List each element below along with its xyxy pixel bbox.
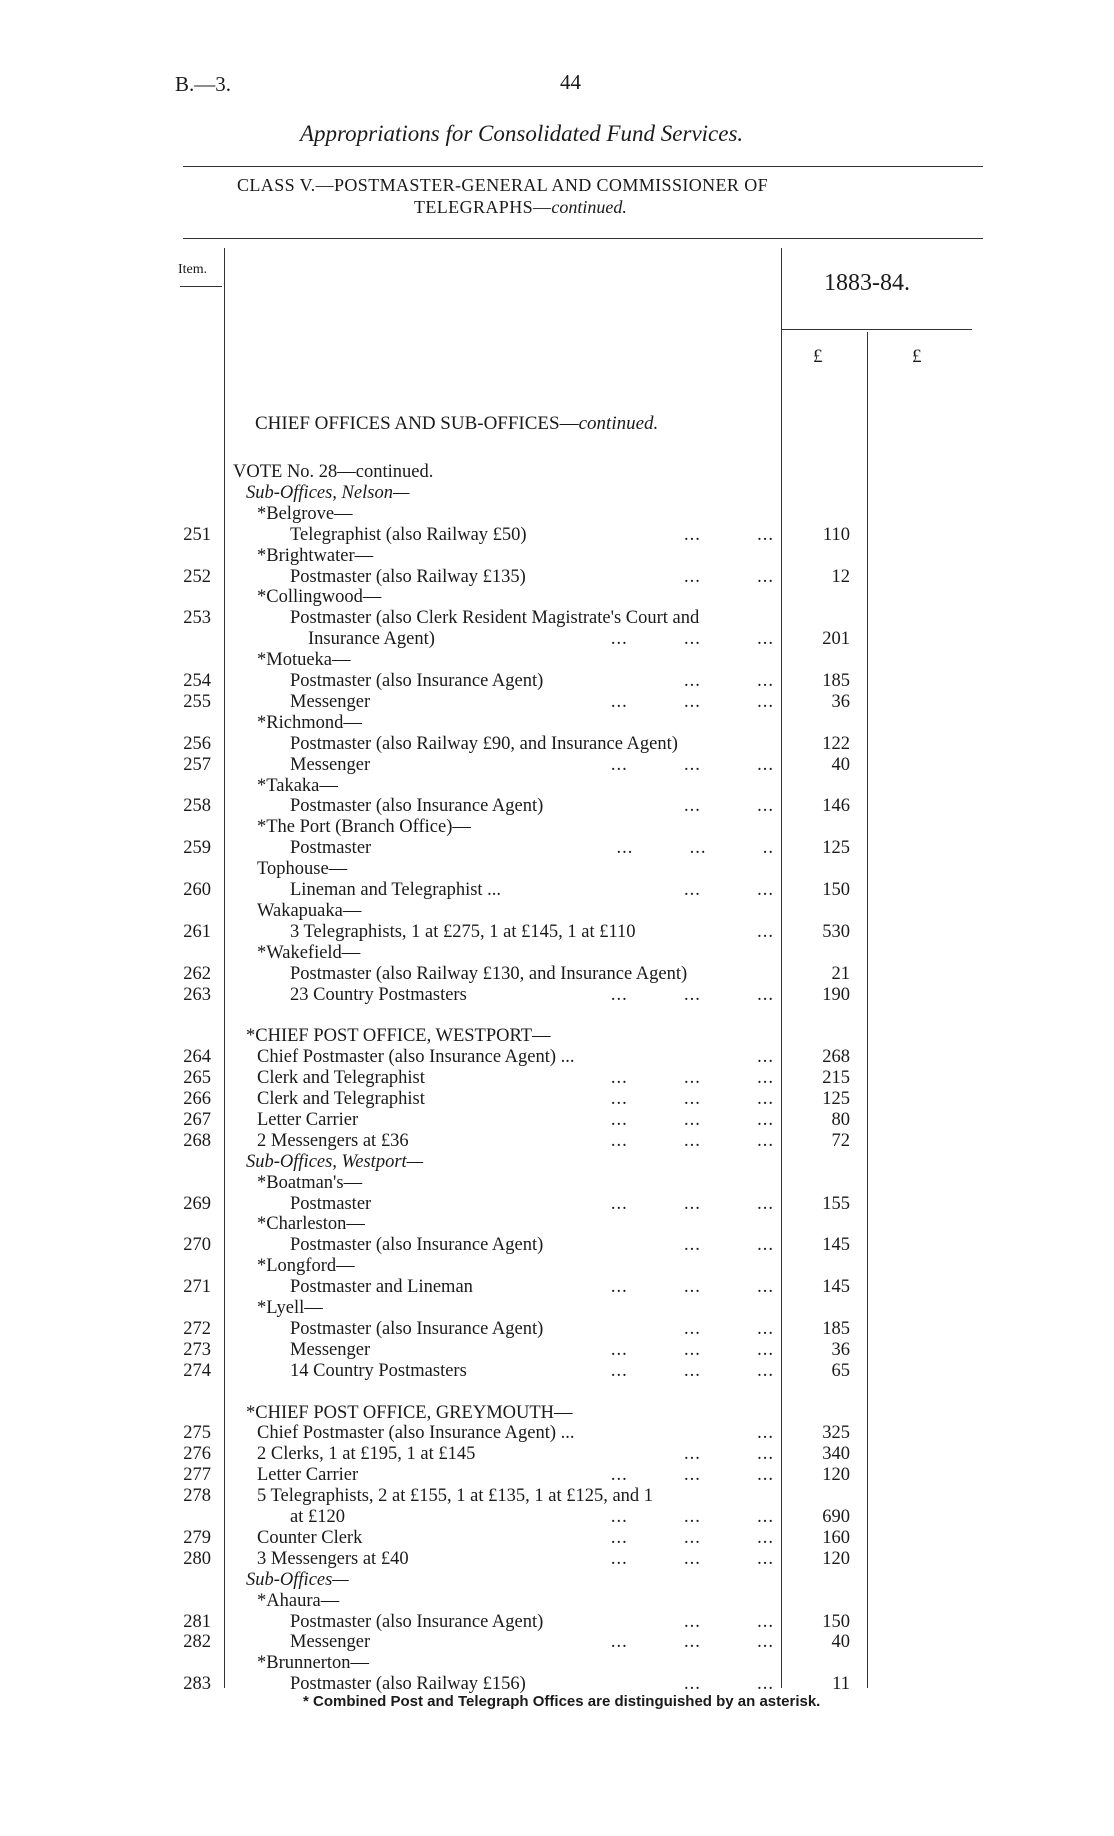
item-number: 274 — [183, 1360, 211, 1381]
leader-dots: ... ... — [684, 796, 774, 817]
table-row — [0, 1382, 1114, 1403]
row-description: Postmaster (also Insurance Agent) — [290, 671, 544, 691]
row-description: VOTE No. 28—continued. — [233, 462, 434, 482]
amount: 72 — [831, 1130, 850, 1151]
row-description: *Charleston— — [257, 1214, 365, 1235]
table-row — [0, 1340, 1114, 1361]
row-description: Postmaster — [290, 838, 372, 859]
leader-dots: ... ... — [684, 566, 774, 587]
amount: 185 — [822, 671, 850, 691]
item-number: 261 — [183, 921, 211, 942]
amount: 125 — [822, 1089, 850, 1109]
row-description: *Lyell— — [257, 1298, 323, 1318]
leader-dots: ... ... ... — [610, 1277, 774, 1298]
table-row — [0, 629, 1114, 650]
table-row — [0, 504, 1114, 525]
row-description: Counter Clerk — [257, 1527, 363, 1548]
amount: 201 — [822, 629, 850, 650]
leader-dots: ... ... — [684, 1318, 774, 1339]
leader-dots: ... ... ... — [610, 754, 774, 775]
row-description: 3 Telegraphists, 1 at £275, 1 at £145, 1 at £110 — [290, 921, 636, 942]
row-description: *Motueka— — [257, 650, 351, 671]
leader-dots: ... ... ... — [610, 1507, 774, 1527]
pound-header-2: £ — [912, 346, 922, 367]
row-description: Postmaster (also Insurance Agent) — [290, 1611, 544, 1632]
table-row — [0, 1256, 1114, 1277]
row-description: Postmaster and Lineman — [290, 1277, 473, 1298]
row-description: Sub-Offices, Nelson— — [246, 482, 410, 503]
leader-dots: ... ... — [684, 1235, 774, 1256]
row-description: Chief Postmaster (also Insurance Agent) ... — [257, 1047, 575, 1068]
table-row — [0, 1507, 1114, 1528]
row-description: *CHIEF POST OFFICE, GREYMOUTH— — [246, 1402, 573, 1423]
item-number: 255 — [183, 691, 211, 712]
amount: 11 — [832, 1674, 850, 1695]
table-row — [0, 1214, 1114, 1235]
leader-dots: ... ... ... — [610, 1193, 774, 1214]
class-rule — [183, 238, 983, 239]
row-description: Postmaster (also Railway £90, and Insurance Agent) — [290, 733, 678, 754]
table-row — [0, 1653, 1114, 1674]
leader-dots: ... — [757, 1047, 774, 1068]
row-description: Postmaster (also Railway £156) — [290, 1674, 526, 1695]
leader-dots: ... — [757, 921, 774, 942]
item-number: 267 — [183, 1109, 211, 1130]
table-row — [0, 1632, 1114, 1653]
page-number: 44 — [560, 70, 581, 94]
item-number: 276 — [183, 1444, 211, 1465]
table-row — [0, 692, 1114, 713]
row-description: Lineman and Telegraphist ... — [290, 880, 502, 900]
table-row — [0, 880, 1114, 901]
item-header-rule — [180, 286, 222, 287]
table-row — [0, 964, 1114, 985]
item-number: 257 — [183, 754, 211, 775]
leader-dots: ... ... ... — [610, 629, 774, 650]
document-reference: B.—3. — [175, 72, 232, 96]
section-heading — [255, 413, 658, 435]
item-number: 266 — [183, 1089, 211, 1109]
year-column-header: 1883-84. — [824, 270, 910, 296]
leader-dots: ... ... — [684, 1444, 774, 1465]
amount: 122 — [822, 733, 850, 754]
table-row — [0, 1486, 1114, 1507]
table-row — [0, 1047, 1114, 1068]
amount: 325 — [822, 1423, 850, 1444]
row-description: 23 Country Postmasters — [290, 984, 467, 1005]
leader-dots: ... ... ... — [610, 1360, 774, 1381]
amount: 12 — [831, 566, 850, 587]
item-column-header: Item. — [178, 262, 208, 277]
section-heading-continued: continued. — [578, 413, 659, 434]
item-number: 263 — [183, 984, 211, 1005]
row-description: *Longford— — [257, 1256, 355, 1277]
leader-dots: ... ... ... — [610, 1068, 774, 1089]
class-title-line1: CLASS V.—POSTMASTER-GENERAL AND COMMISSIONER OF — [237, 175, 769, 195]
row-description: Messenger — [290, 754, 371, 775]
item-number: 278 — [183, 1486, 211, 1507]
amount: 36 — [831, 1339, 850, 1360]
row-description: *Boatman's— — [257, 1172, 363, 1193]
table-row — [0, 1444, 1114, 1465]
table-row — [0, 546, 1114, 567]
table-row — [0, 525, 1114, 546]
amount: 215 — [822, 1068, 850, 1089]
leader-dots: ... ... ... — [610, 1632, 774, 1653]
amount: 150 — [822, 880, 850, 900]
section-heading-text: CHIEF OFFICES AND SUB-OFFICES— — [255, 413, 579, 434]
table-row — [0, 1591, 1114, 1612]
row-description: Chief Postmaster (also Insurance Agent) ... — [257, 1423, 575, 1444]
table-row — [0, 1152, 1114, 1173]
table-row — [0, 483, 1114, 504]
amount: 150 — [822, 1611, 850, 1632]
table-row — [0, 1173, 1114, 1194]
table-row — [0, 1277, 1114, 1298]
leader-dots: ... ... — [684, 671, 774, 691]
leader-dots: ... ... .. — [616, 838, 774, 859]
row-description: Insurance Agent) — [308, 629, 435, 650]
row-description: Postmaster (also Clerk Resident Magistrate's Court and — [290, 608, 700, 629]
row-description: Letter Carrier — [257, 1465, 359, 1486]
amount: 65 — [831, 1360, 850, 1381]
row-description: 2 Messengers at £36 — [257, 1130, 409, 1151]
page-subtitle: Appropriations for Consolidated Fund Services. — [300, 121, 744, 146]
item-number: 270 — [183, 1235, 211, 1256]
item-number: 259 — [183, 838, 211, 859]
row-description: Clerk and Telegraphist — [257, 1089, 425, 1109]
table-row — [0, 1403, 1114, 1424]
item-number: 265 — [183, 1068, 211, 1089]
table-row — [0, 608, 1114, 629]
row-description: Postmaster (also Insurance Agent) — [290, 1235, 544, 1256]
row-description: *Brunnerton— — [257, 1653, 370, 1674]
amount: 190 — [822, 984, 850, 1005]
table-row — [0, 671, 1114, 692]
table-row — [0, 462, 1114, 483]
item-number: 251 — [183, 524, 211, 545]
item-number: 280 — [183, 1548, 211, 1569]
item-number: 254 — [183, 671, 211, 691]
row-description: *Collingwood— — [257, 587, 382, 608]
row-description: 14 Country Postmasters — [290, 1360, 467, 1381]
item-number: 272 — [183, 1318, 211, 1339]
class-title-line2 — [414, 197, 627, 218]
table-row — [0, 985, 1114, 1006]
amount: 120 — [822, 1465, 850, 1486]
table-row — [0, 796, 1114, 817]
table-row — [0, 567, 1114, 588]
row-description: Postmaster (also Insurance Agent) — [290, 1318, 544, 1339]
item-number: 269 — [183, 1193, 211, 1214]
row-description: *Brightwater— — [257, 545, 374, 566]
amount: 36 — [831, 691, 850, 712]
item-number: 277 — [183, 1465, 211, 1486]
table-row — [0, 1612, 1114, 1633]
row-description: Messenger — [290, 691, 371, 712]
row-description: Sub-Offices— — [246, 1569, 349, 1590]
table-row — [0, 1528, 1114, 1549]
item-number: 262 — [183, 963, 211, 984]
row-description: Tophouse— — [257, 859, 348, 880]
row-description: Postmaster (also Railway £130, and Insurance Agent) — [290, 963, 688, 984]
row-description: 2 Clerks, 1 at £195, 1 at £145 — [257, 1444, 476, 1465]
table-row — [0, 1068, 1114, 1089]
table-row — [0, 901, 1114, 922]
amount: 185 — [822, 1318, 850, 1339]
item-number: 252 — [183, 566, 211, 587]
leader-dots: ... ... — [684, 1674, 774, 1695]
class-title-line2-text: TELEGRAPHS— — [414, 197, 552, 217]
table-row — [0, 587, 1114, 608]
table-row — [0, 1194, 1114, 1215]
amount: 268 — [822, 1047, 850, 1068]
amount: 80 — [831, 1109, 850, 1130]
row-description: *CHIEF POST OFFICE, WESTPORT— — [246, 1026, 551, 1047]
table-row — [0, 1131, 1114, 1152]
amount: 530 — [822, 921, 850, 942]
table-row — [0, 922, 1114, 943]
item-number: 275 — [183, 1423, 211, 1444]
leader-dots: ... ... ... — [610, 691, 774, 712]
leader-dots: ... ... ... — [610, 1548, 774, 1569]
leader-dots: ... ... ... — [610, 1089, 774, 1109]
leader-dots: ... ... ... — [610, 1339, 774, 1360]
row-description: Clerk and Telegraphist — [257, 1068, 425, 1089]
row-description: *Ahaura— — [257, 1590, 340, 1611]
table-row — [0, 817, 1114, 838]
item-number: 256 — [183, 733, 211, 754]
row-description: 3 Messengers at £40 — [257, 1548, 409, 1569]
item-number: 253 — [183, 608, 211, 629]
row-description: at £120 — [290, 1507, 345, 1527]
table-row — [0, 1423, 1114, 1444]
row-description: *The Port (Branch Office)— — [257, 817, 471, 838]
leader-dots: ... ... — [684, 524, 774, 545]
amount: 40 — [831, 1632, 850, 1653]
row-description: Postmaster — [290, 1193, 372, 1214]
amount: 160 — [822, 1527, 850, 1548]
leader-dots: ... ... ... — [610, 984, 774, 1005]
top-rule — [183, 166, 983, 167]
table-row — [0, 1026, 1114, 1047]
table-row — [0, 1570, 1114, 1591]
leader-dots: ... ... — [684, 1611, 774, 1632]
row-description: Letter Carrier — [257, 1109, 359, 1130]
amount: 690 — [822, 1507, 850, 1527]
leader-dots: ... ... — [684, 880, 774, 900]
item-number: 282 — [183, 1632, 211, 1653]
row-description: Postmaster (also Railway £135) — [290, 566, 526, 587]
row-description: *Richmond— — [257, 712, 362, 733]
leader-dots: ... ... ... — [610, 1527, 774, 1548]
row-description: *Takaka— — [257, 775, 338, 796]
table-row — [0, 859, 1114, 880]
table-row — [0, 1110, 1114, 1131]
table-row — [0, 1465, 1114, 1486]
amount: 146 — [822, 796, 850, 817]
table-row — [0, 838, 1114, 859]
amount: 120 — [822, 1548, 850, 1569]
row-description: Wakapuaka— — [257, 900, 362, 921]
table-row — [0, 1235, 1114, 1256]
amount: 145 — [822, 1235, 850, 1256]
row-description: Messenger — [290, 1339, 371, 1360]
leader-dots: ... — [757, 1423, 774, 1444]
amount: 125 — [822, 838, 850, 859]
item-number: 279 — [183, 1527, 211, 1548]
row-description: *Belgrove— — [257, 503, 353, 524]
row-description: 5 Telegraphists, 2 at £155, 1 at £135, 1 at £125, and 1 — [257, 1486, 654, 1507]
row-description: Sub-Offices, Westport— — [246, 1151, 424, 1172]
amount: 155 — [822, 1193, 850, 1214]
table-row — [0, 713, 1114, 734]
item-number: 258 — [183, 796, 211, 817]
pound-header-1: £ — [813, 346, 823, 367]
amount: 40 — [831, 754, 850, 775]
leader-dots: ... ... ... — [610, 1109, 774, 1130]
amount: 340 — [822, 1444, 850, 1465]
table-row — [0, 1298, 1114, 1319]
class-title-continued: continued. — [551, 197, 627, 217]
table-row — [0, 1005, 1114, 1026]
amount: 21 — [831, 963, 850, 984]
item-number: 271 — [183, 1277, 211, 1298]
table-row — [0, 1319, 1114, 1340]
leader-dots: ... ... ... — [610, 1130, 774, 1151]
item-number: 260 — [183, 880, 211, 900]
table-row — [0, 776, 1114, 797]
row-description: Telegraphist (also Railway £50) — [290, 524, 527, 545]
row-description: *Wakefield— — [257, 942, 361, 963]
leader-dots: ... ... ... — [610, 1465, 774, 1486]
table-row — [0, 1089, 1114, 1110]
amount: 145 — [822, 1277, 850, 1298]
item-number: 268 — [183, 1130, 211, 1151]
row-description: Messenger — [290, 1632, 371, 1653]
table-row — [0, 755, 1114, 776]
table-row — [0, 1549, 1114, 1570]
table-row — [0, 650, 1114, 671]
table-row — [0, 1361, 1114, 1382]
table-row — [0, 734, 1114, 755]
row-description: Postmaster (also Insurance Agent) — [290, 796, 544, 817]
year-header-rule — [782, 329, 972, 330]
amount: 110 — [822, 524, 850, 545]
footnote: * Combined Post and Telegraph Offices are distinguished by an asterisk. — [303, 1693, 821, 1710]
item-number: 283 — [183, 1674, 211, 1695]
table-row — [0, 943, 1114, 964]
item-number: 264 — [183, 1047, 211, 1068]
item-number: 281 — [183, 1611, 211, 1632]
item-number: 273 — [183, 1339, 211, 1360]
